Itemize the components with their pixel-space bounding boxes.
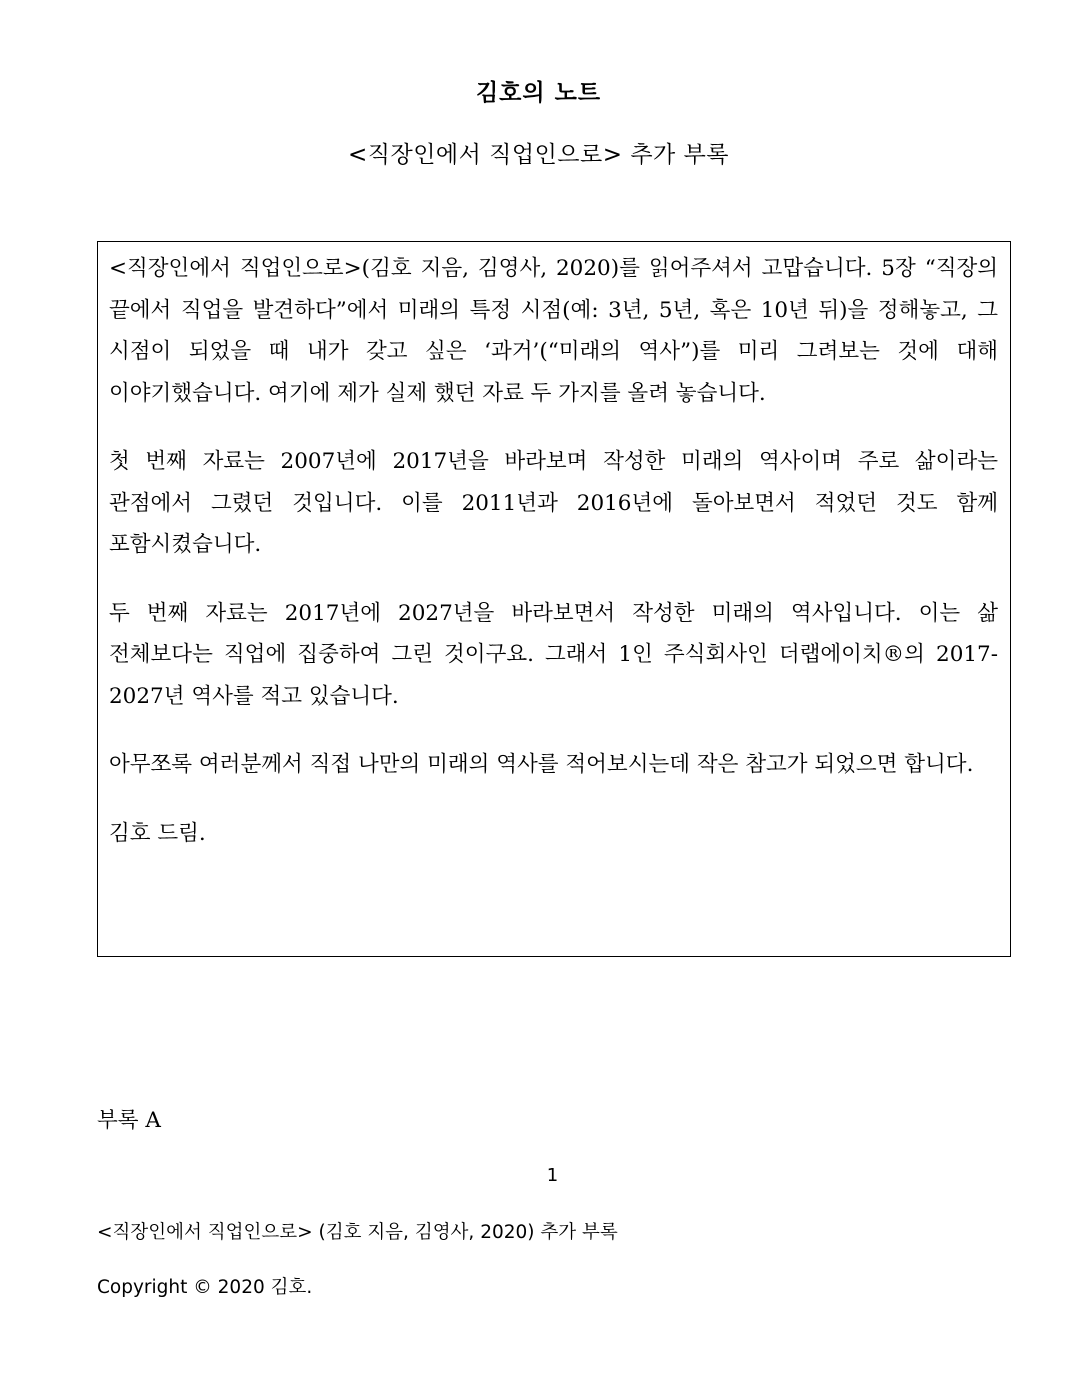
closing-paragraph: 아무쪼록 여러분께서 직접 나만의 미래의 역사를 적어보시는데 작은 참고가 되었으면 합니다.	[109, 752, 974, 777]
footer-book-line: <직장인에서 직업인으로> (김호 지음, 김영사, 2020) 추가 부록	[97, 1222, 618, 1243]
footer-copyright: Copyright © 2020 김호.	[97, 1277, 313, 1298]
document-subtitle: <직장인에서 직업인으로> 추가 부록	[347, 142, 730, 168]
page-number: 1	[546, 1165, 559, 1186]
signature-line: 김호 드림.	[109, 820, 206, 846]
intro-paragraph: <직장인에서 직업인으로>(김호 지음, 김영사, 2020)를 읽어주셔서 고맙습니다. 5장 “직장의 끝에서 직업을 발견하다”에서 미래의 특정 시점(예: 3년, 5년, 혹은 10년 뒤)을 정해놓고, 그 시점이 되었을 때 내가 갖고 싶은 ‘과거’(“미래의 역사”)를 미리 그려보는 것에 대해 이야기했습니다. 여기에 제가 실제 했던 자료 두 가지를 올려 놓습니다.	[109, 256, 998, 406]
second-material-paragraph: 두 번째 자료는 2017년에 2027년을 바라보면서 작성한 미래의 역사입니다. 이는 삶 전체보다는 직업에 집중하여 그린 것이구요. 그래서 1인 주식회사인 더랩에이치®의 2017-2027년 역사를 적고 있습니다.	[109, 600, 998, 709]
intro-text-box	[97, 241, 1011, 957]
appendix-heading: 부록 A	[97, 1108, 161, 1133]
first-material-paragraph: 첫 번째 자료는 2007년에 2017년을 바라보며 작성한 미래의 역사이며 주로 삶이라는 관점에서 그렸던 것입니다. 이를 2011년과 2016년에 돌아보면서 적었던 것도 함께 포함시켰습니다.	[109, 449, 998, 557]
document-title: 김호의 노트	[475, 80, 602, 106]
